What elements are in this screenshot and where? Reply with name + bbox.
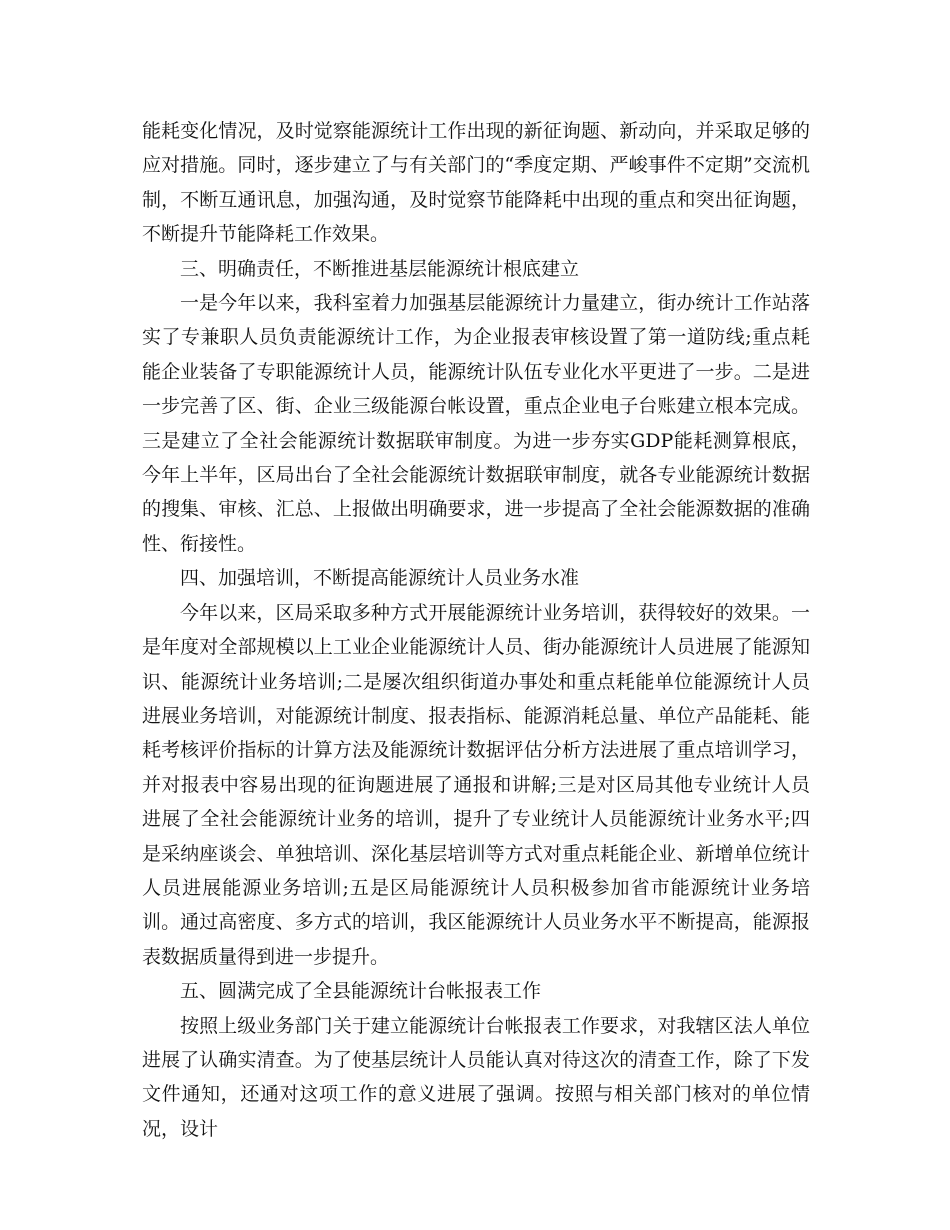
paragraph-section-4: 今年以来，区局采取多种方式开展能源统计业务培训，获得较好的效果。一是年度对全部规模以上工业企业能源统计人员、街办能源统计人员进展了能源知识、能源统计业务培训;二是屡次组织街道办事处和重点耗能单位能源统计人员进展业务培训，对能源统计制度、报表指标、能源消耗总量、单位产品能耗、能耗考核评价指标的计算方法及能源统计数据评估分析方法进展了重点培训学习，并对报表中容易出现的征询题进展了通报和讲解;三是对区局其他专业统计人员进展了全社会能源统计业务的培训，提升了专业统计人员能源统计业务水平;四是采纳座谈会、单独培训、深化基层培训等方式对重点耗能企业、新增单位统计人员进展能源业务培训;五是区局能源统计人员积极参加省市能源统计业务培训。通过高密度、多方式的培训，我区能源统计人员业务水平不断提高，能源报表数据质量得到进一步提升。 bbox=[142, 601, 810, 968]
section-heading-5: 五、圆满完成了全县能源统计台帐报表工作 bbox=[180, 980, 542, 1003]
section-heading-3: 三、明确责任，不断推进基层能源统计根底建立 bbox=[180, 257, 580, 280]
paragraph-continuation: 能耗变化情况，及时觉察能源统计工作出现的新征询题、新动向，并采取足够的应对措施。同时，逐步建立了与有关部门的“季度定期、严峻事件不定期”交流机制，不断互通讯息，加强沟通，及时觉察节能降耗中出现的重点和突出征询题，不断提升节能降耗工作效果。 bbox=[142, 120, 810, 246]
paragraph-section-3: 一是今年以来，我科室着力加强基层能源统计力量建立，街办统计工作站落实了专兼职人员负责能源统计工作，为企业报表审核设置了第一道防线;重点耗能企业装备了专职能源统计人员，能源统计队伍专业化水平更进了一步。二是进一步完善了区、街、企业三级能源台帐设置，重点企业电子台账建立根本完成。三是建立了全社会能源统计数据联审制度。为进一步夯实GDP能耗测算根底，今年上半年，区局出台了全社会能源统计数据联审制度，就各专业能源统计数据的搜集、审核、汇总、上报做出明确要求，进一步提高了全社会能源数据的准确性、衔接性。 bbox=[142, 292, 810, 555]
paragraph-section-5: 按照上级业务部门关于建立能源统计台帐报表工作要求，对我辖区法人单位进展了认确实清查。为了使基层统计人员能认真对待这次的清查工作，除了下发文件通知，还通对这项工作的意义进展了强调。按照与相关部门核对的单位情况，设计 bbox=[142, 1014, 810, 1140]
section-heading-4: 四、加强培训，不断提高能源统计人员业务水准 bbox=[180, 567, 580, 590]
document-body bbox=[142, 114, 810, 1146]
